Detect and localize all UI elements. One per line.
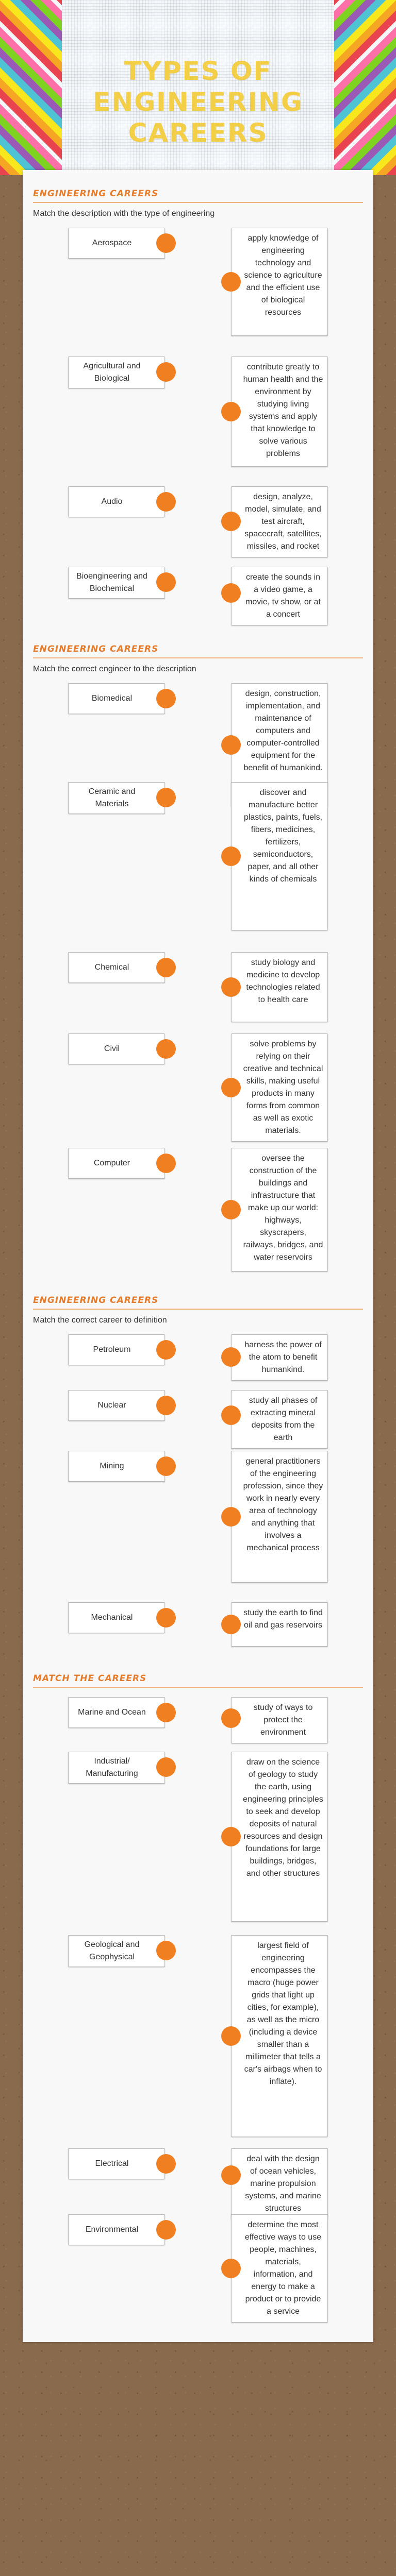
- term-connector-dot[interactable]: [156, 362, 176, 382]
- definition-connector-dot[interactable]: [221, 1347, 241, 1367]
- term-connector-dot[interactable]: [156, 788, 176, 807]
- match-definition[interactable]: deal with the design of ocean vehicles, marine propulsion systems, and marine structures: [231, 2148, 328, 2219]
- definition-connector-dot[interactable]: [221, 1405, 241, 1425]
- match-definition[interactable]: discover and manufacture better plastics, paints, fuels, fibers, medicines, fertilizers, semiconductors, paper, and all other kinds of chemicals: [231, 782, 328, 930]
- section-title: ENGINEERING CAREERS: [33, 1295, 363, 1310]
- match-definition[interactable]: design, analyze, model, simulate, and test aircraft, spacecraft, satellites, missiles, and rocket: [231, 486, 328, 557]
- definition-connector-dot[interactable]: [221, 2026, 241, 2046]
- definition-connector-dot[interactable]: [221, 272, 241, 292]
- match-list: [23, 674, 373, 1277]
- chevron-pattern-right: [334, 0, 396, 175]
- match-term[interactable]: Computer: [68, 1148, 165, 1179]
- match-term[interactable]: Biomedical: [68, 683, 165, 714]
- term-connector-dot[interactable]: [156, 1941, 176, 1960]
- match-definition[interactable]: largest field of engineering encompasses the macro (huge power grids that light up cities, for example), as well as the micro (including a device smaller than a millimeter that tells a car's airbags when to inflate).: [231, 1935, 328, 2137]
- match-definition[interactable]: general practitioners of the engineering profession, since they work in nearly every area of technology and anything that involves a mechanical process: [231, 1451, 328, 1583]
- definition-connector-dot[interactable]: [221, 735, 241, 755]
- match-term[interactable]: Electrical: [68, 2148, 165, 2179]
- match-definition[interactable]: study the earth to find oil and gas reservoirs: [231, 1602, 328, 1647]
- match-definition[interactable]: determine the most effective ways to use people, machines, materials, information, and energy to make a product or to provide a service: [231, 2214, 328, 2323]
- definition-connector-dot[interactable]: [221, 1507, 241, 1527]
- term-connector-dot[interactable]: [156, 572, 176, 592]
- match-list: [23, 1688, 373, 2327]
- match-term[interactable]: Geological and Geophysical: [68, 1935, 165, 1967]
- matching-section: [23, 1655, 373, 2327]
- match-term[interactable]: Agricultural and Biological: [68, 357, 165, 388]
- match-term[interactable]: Bioengineering and Biochemical: [68, 567, 165, 599]
- match-term[interactable]: Petroleum: [68, 1334, 165, 1365]
- definition-connector-dot[interactable]: [221, 2165, 241, 2185]
- section-title: ENGINEERING CAREERS: [33, 189, 363, 203]
- match-term[interactable]: Nuclear: [68, 1390, 165, 1421]
- match-list: [23, 218, 373, 625]
- chevron-pattern-left: [0, 0, 62, 175]
- definition-connector-dot[interactable]: [221, 402, 241, 421]
- term-connector-dot[interactable]: [156, 1456, 176, 1476]
- definition-connector-dot[interactable]: [221, 2259, 241, 2278]
- match-term[interactable]: Audio: [68, 486, 165, 517]
- match-definition[interactable]: harness the power of the atom to benefit humankind.: [231, 1334, 328, 1381]
- section-instruction: Match the correct engineer to the description: [33, 665, 196, 673]
- match-definition[interactable]: study of ways to protect the environment: [231, 1697, 328, 1743]
- match-definition[interactable]: oversee the construction of the buildings and infrastructure that make up our world: highways, skyscrapers, railways, bridges, and water reservoirs: [231, 1148, 328, 1272]
- match-term[interactable]: Environmental: [68, 2214, 165, 2245]
- term-connector-dot[interactable]: [156, 1340, 176, 1360]
- match-definition[interactable]: study biology and medicine to develop technologies related to health care: [231, 952, 328, 1022]
- term-connector-dot[interactable]: [156, 1757, 176, 1777]
- definition-connector-dot[interactable]: [221, 1708, 241, 1728]
- match-definition[interactable]: study all phases of extracting mineral deposits from the earth: [231, 1390, 328, 1449]
- header-banner: [0, 0, 396, 175]
- term-connector-dot[interactable]: [156, 1039, 176, 1059]
- match-term[interactable]: Ceramic and Materials: [68, 782, 165, 814]
- section-instruction: Match the correct career to definition: [33, 1316, 167, 1325]
- definition-connector-dot[interactable]: [221, 1078, 241, 1097]
- definition-connector-dot[interactable]: [221, 583, 241, 603]
- term-connector-dot[interactable]: [156, 2220, 176, 2240]
- definition-connector-dot[interactable]: [221, 1615, 241, 1634]
- content-card: [23, 170, 373, 2342]
- term-connector-dot[interactable]: [156, 689, 176, 708]
- match-list: [23, 1325, 373, 1655]
- section-title: MATCH THE CAREERS: [33, 1673, 363, 1688]
- section-instruction: Match the description with the type of engineering: [33, 209, 215, 218]
- term-connector-dot[interactable]: [156, 233, 176, 253]
- match-definition[interactable]: draw on the science of geology to study the earth, using engineering principles to seek and develop deposits of natural resources and design foundations for large buildings, bridges, and other structures: [231, 1752, 328, 1922]
- match-definition[interactable]: solve problems by relying on their creative and technical skills, making useful products in many forms from common as well as exotic materials.: [231, 1033, 328, 1142]
- match-term[interactable]: Marine and Ocean: [68, 1697, 165, 1728]
- match-definition[interactable]: apply knowledge of engineering technology and science to agriculture and the efficient use of biological resources: [231, 228, 328, 336]
- term-connector-dot[interactable]: [156, 1154, 176, 1173]
- term-connector-dot[interactable]: [156, 1608, 176, 1628]
- term-connector-dot[interactable]: [156, 1396, 176, 1415]
- term-connector-dot[interactable]: [156, 2154, 176, 2174]
- matching-section: [23, 625, 373, 1277]
- match-definition[interactable]: design, construction, implementation, and maintenance of computers and computer-controlled equipment for the benefit of humankind.: [231, 683, 328, 807]
- definition-connector-dot[interactable]: [221, 977, 241, 997]
- match-definition[interactable]: create the sounds in a video game, a movie, tv show, or at a concert: [231, 567, 328, 625]
- term-connector-dot[interactable]: [156, 1703, 176, 1722]
- match-definition[interactable]: contribute greatly to human health and the environment by studying living systems and apply that knowledge to solve various problems: [231, 357, 328, 467]
- match-term[interactable]: Chemical: [68, 952, 165, 983]
- match-term[interactable]: Industrial/ Manufacturing: [68, 1752, 165, 1784]
- match-term[interactable]: Mining: [68, 1451, 165, 1482]
- matching-section: [23, 170, 373, 625]
- matching-section: [23, 1277, 373, 1655]
- definition-connector-dot[interactable]: [221, 1200, 241, 1219]
- definition-connector-dot[interactable]: [221, 846, 241, 866]
- match-term[interactable]: Aerospace: [68, 228, 165, 259]
- match-term[interactable]: Civil: [68, 1033, 165, 1064]
- page-title: TYPES OF ENGINEERING CAREERS: [93, 56, 303, 148]
- section-title: ENGINEERING CAREERS: [33, 644, 363, 658]
- term-connector-dot[interactable]: [156, 958, 176, 977]
- definition-connector-dot[interactable]: [221, 1827, 241, 1846]
- match-term[interactable]: Mechanical: [68, 1602, 165, 1633]
- term-connector-dot[interactable]: [156, 492, 176, 512]
- definition-connector-dot[interactable]: [221, 512, 241, 531]
